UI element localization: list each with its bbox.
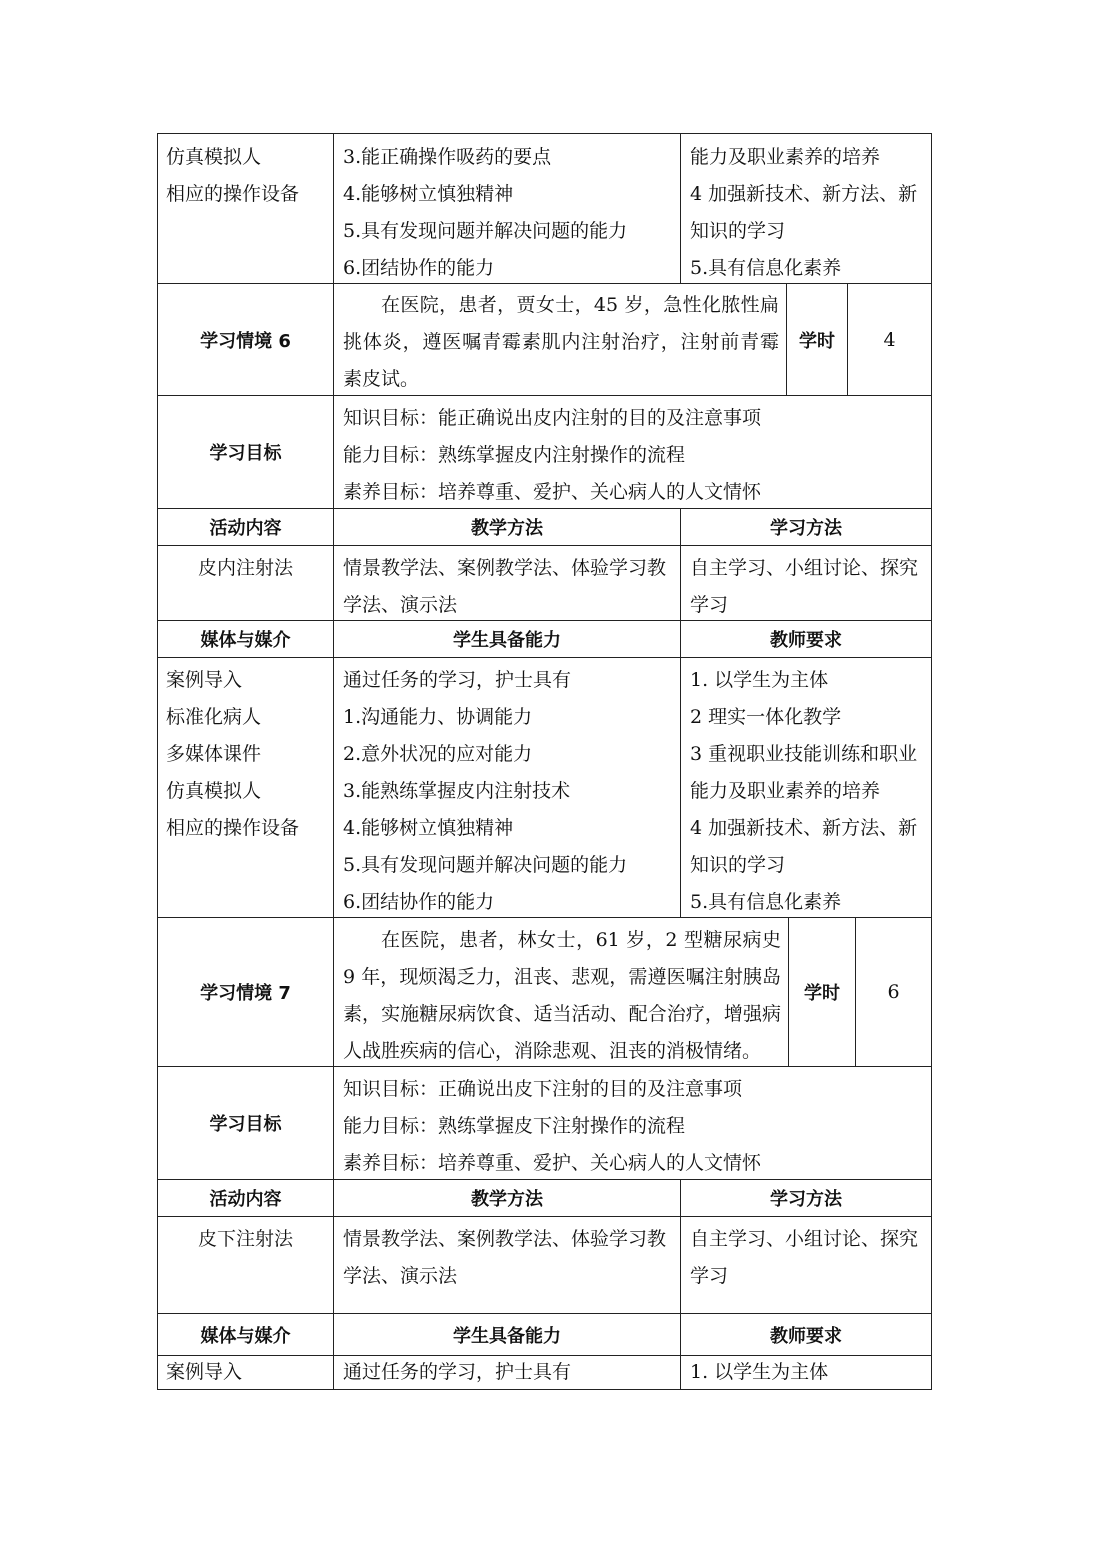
teaching-methods <box>343 1221 678 1295</box>
list-item: 6.团结协作的能力 <box>343 257 495 279</box>
header-learning-method: 学习方法 <box>770 1189 842 1210</box>
list-item: 情景教学法、案例教学法、体验学习教 <box>343 557 667 579</box>
media-list <box>166 662 331 847</box>
col-divider <box>680 133 681 283</box>
list-item: 自主学习、小组讨论、探究 <box>690 1228 919 1250</box>
learning-goals-label: 学习目标 <box>209 1114 282 1135</box>
hours-value: 6 <box>887 981 900 1003</box>
header-activity: 活动内容 <box>209 1189 282 1210</box>
list-item: 3.能正确操作吸药的要点 <box>343 146 552 168</box>
learning-methods <box>690 550 930 624</box>
list-item: 2.意外状况的应对能力 <box>343 743 533 765</box>
list-item: 4 加强新技术、新方法、新 <box>690 817 918 839</box>
list-item: 能力目标：熟练掌握皮下注射操作的流程 <box>343 1115 686 1137</box>
list-item: 仿真模拟人 <box>166 146 262 168</box>
activity-content <box>158 550 333 587</box>
list-item: 能力及职业素养的培养 <box>690 146 881 168</box>
header-student-abilities: 学生具备能力 <box>453 1325 561 1347</box>
header-media: 媒体与媒介 <box>200 630 291 651</box>
list-item: 知识的学习 <box>690 220 786 242</box>
list-item: 1. 以学生为主体 <box>690 1361 829 1383</box>
header-media: 媒体与媒介 <box>200 1325 291 1347</box>
abilities-list <box>343 1356 678 1389</box>
list-item: 素养目标：培养尊重、爱护、关心病人的人文情怀 <box>343 1152 762 1174</box>
scenario-7-label: 学习情境 7 <box>200 983 291 1004</box>
header-teacher-requirements: 教师要求 <box>770 630 842 651</box>
list-item: 相应的操作设备 <box>166 817 300 839</box>
list-item: 标准化病人 <box>166 706 262 728</box>
list-item: 学法、演示法 <box>343 1265 458 1287</box>
learning-goals-list <box>343 1071 923 1182</box>
header-teacher-requirements: 教师要求 <box>770 1325 842 1347</box>
abilities-list <box>343 139 678 287</box>
list-item: 素养目标：培养尊重、爱护、关心病人的人文情怀 <box>343 481 762 503</box>
list-item: 通过任务的学习，护士具有 <box>343 1361 572 1383</box>
list-item: 仿真模拟人 <box>166 780 262 802</box>
activity-content <box>158 1221 333 1258</box>
scenario-6-description: 在医院，患者，贾女士，45 岁，急性化脓性扁挑体炎，遵医嘱青霉素肌内注射治疗，注射前青霉素皮试。 <box>343 294 779 390</box>
teaching-methods <box>343 550 678 624</box>
list-item: 案例导入 <box>166 1361 243 1383</box>
scenario-6-label: 学习情境 6 <box>200 330 291 352</box>
row-divider <box>157 545 932 546</box>
list-item: 案例导入 <box>166 669 243 691</box>
list-item: 自主学习、小组讨论、探究 <box>690 557 919 579</box>
teacher-requirements-list <box>690 1356 930 1389</box>
list-item: 6.团结协作的能力 <box>343 891 495 913</box>
list-item: 5.具有信息化素养 <box>690 257 842 279</box>
hours-value: 4 <box>883 328 896 351</box>
header-student-abilities: 学生具备能力 <box>453 630 561 651</box>
hours-label: 学时 <box>799 330 835 352</box>
list-item: 通过任务的学习，护士具有 <box>343 669 572 691</box>
list-item: 3 重视职业技能训练和职业 <box>690 743 918 765</box>
scenario-7-description: 在医院，患者，林女士，61 岁，2 型糖尿病史 9 年，现烦渴乏力，沮丧、悲观，需遵医嘱注射胰岛素，实施糖尿病饮食、适当活动、配合治疗，增强病人战胜疾病的信心，消除悲观、沮丧的消极情绪。 <box>343 929 781 1062</box>
list-item: 能力目标：熟练掌握皮内注射操作的流程 <box>343 444 686 466</box>
list-item: 4.能够树立慎独精神 <box>343 183 514 205</box>
header-teaching-method: 教学方法 <box>471 518 543 539</box>
list-item: 知识目标：正确说出皮下注射的目的及注意事项 <box>343 1078 743 1100</box>
list-item: 相应的操作设备 <box>166 183 300 205</box>
header-teaching-method: 教学方法 <box>471 1189 543 1210</box>
list-item: 3.能熟练掌握皮内注射技术 <box>343 780 571 802</box>
list-item: 5.具有发现问题并解决问题的能力 <box>343 220 628 242</box>
list-item: 能力及职业素养的培养 <box>690 780 881 802</box>
list-item: 4 加强新技术、新方法、新 <box>690 183 918 205</box>
learning-goals-label: 学习目标 <box>209 443 282 464</box>
list-item: 学习 <box>690 594 729 616</box>
abilities-list <box>343 662 678 921</box>
list-item: 5.具有发现问题并解决问题的能力 <box>343 854 628 876</box>
hours-label: 学时 <box>804 983 840 1004</box>
list-item: 多媒体课件 <box>166 743 262 765</box>
row-divider <box>157 1216 932 1217</box>
list-item: 学习 <box>690 1265 729 1287</box>
learning-methods <box>690 1221 930 1295</box>
teacher-requirements-list <box>690 139 930 287</box>
row-divider <box>157 657 932 658</box>
list-item: 2 理实一体化教学 <box>690 706 842 728</box>
media-list <box>166 139 331 213</box>
list-item: 1.沟通能力、协调能力 <box>343 706 533 728</box>
list-item: 知识目标：能正确说出皮内注射的目的及注意事项 <box>343 407 762 429</box>
col-divider <box>680 508 681 917</box>
list-item: 知识的学习 <box>690 854 786 876</box>
list-item: 学法、演示法 <box>343 594 458 616</box>
list-item: 皮下注射法 <box>197 1228 293 1250</box>
media-list <box>166 1356 331 1389</box>
header-learning-method: 学习方法 <box>770 518 842 539</box>
list-item: 皮内注射法 <box>197 557 293 579</box>
list-item: 5.具有信息化素养 <box>690 891 842 913</box>
list-item: 1. 以学生为主体 <box>690 669 829 691</box>
learning-goals-list <box>343 400 923 511</box>
teacher-requirements-list <box>690 662 930 921</box>
list-item: 4.能够树立慎独精神 <box>343 817 514 839</box>
header-activity: 活动内容 <box>209 518 282 539</box>
list-item: 情景教学法、案例教学法、体验学习教 <box>343 1228 667 1250</box>
